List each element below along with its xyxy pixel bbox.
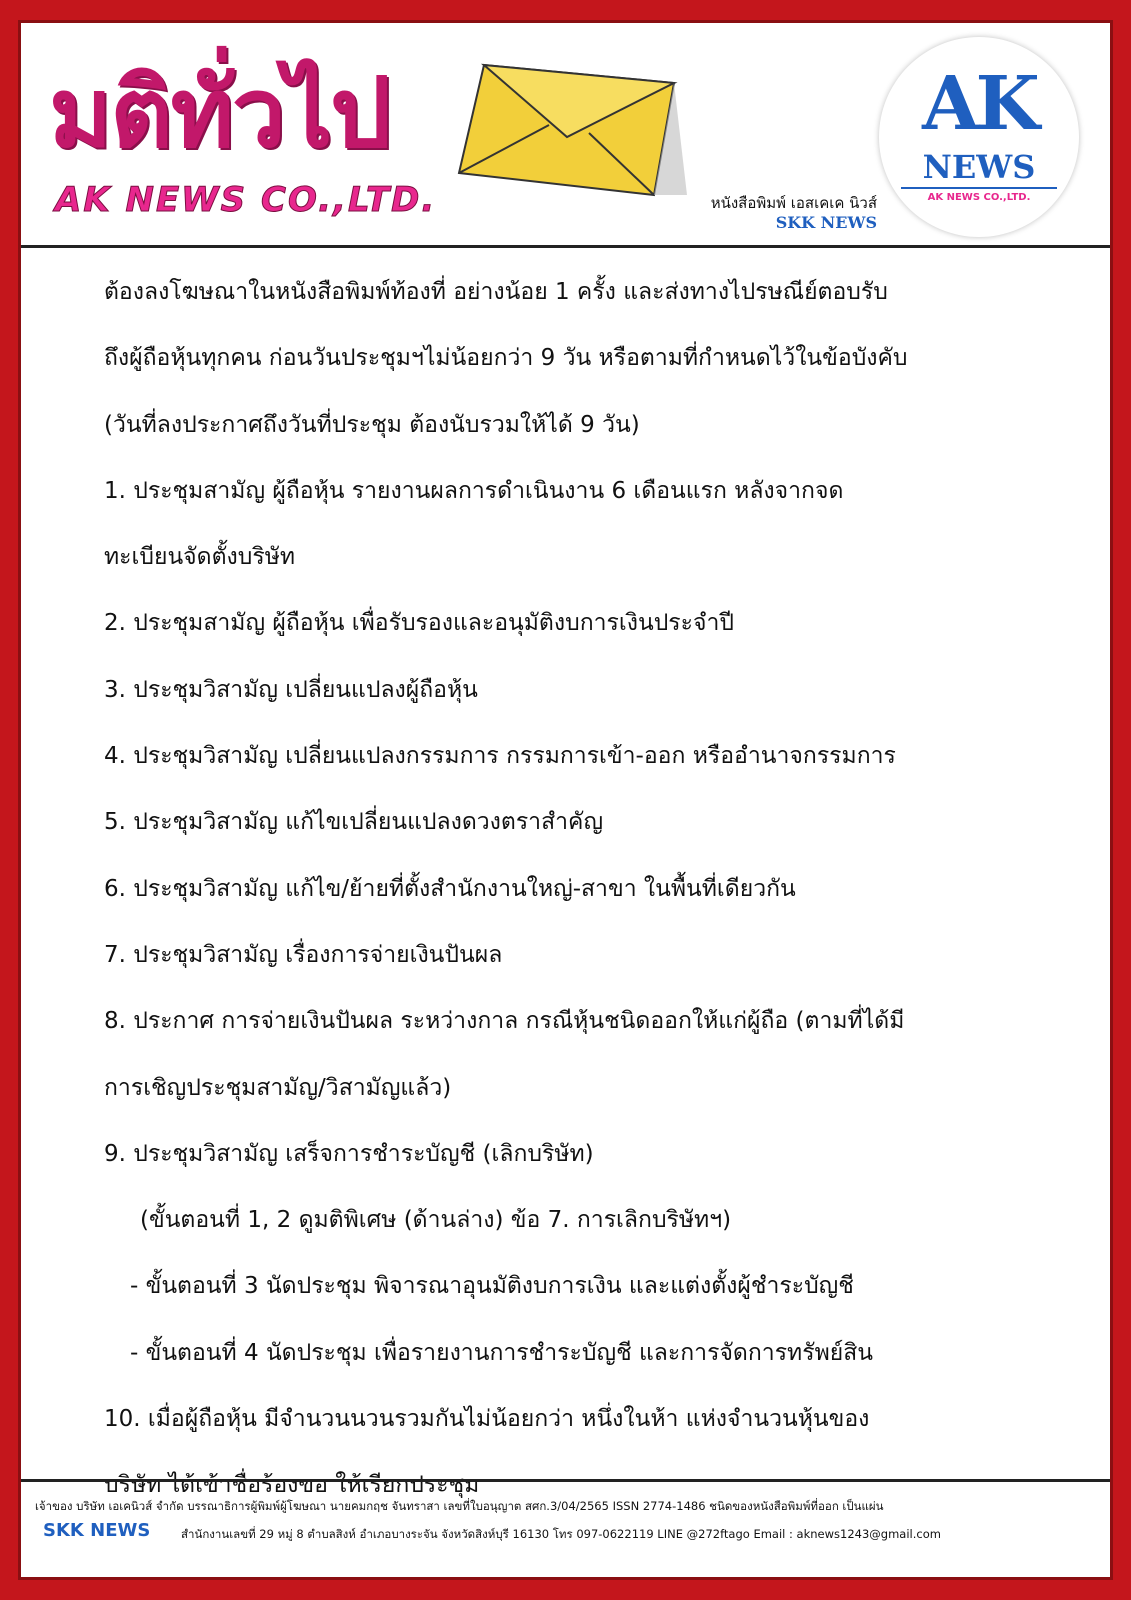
footer xyxy=(21,1479,1110,1580)
list-item: 7. ประชุมวิสามัญ เรื่องการจ่ายเงินปันผล xyxy=(104,941,503,968)
brand-title: มติทั่วไป xyxy=(49,57,390,169)
footer-brand: SKK NEWS xyxy=(43,1520,151,1541)
ak-news-logo xyxy=(879,37,1079,237)
newspaper-name: หนังสือพิมพ์ เอสเคเค นิวส์ xyxy=(710,194,877,212)
logo-ak-text: AK xyxy=(922,61,1036,147)
footer-contact-info: สำนักงานเลขที่ 29 หมู่ 8 ตำบลสิงห์ อำเภอบางระจัน จังหวัดสิงห์บุรี 16130 โทร 097-0622119 LINE @272ftago Email : aknews1243@gmail.com xyxy=(181,1527,941,1541)
sub-item: - ขั้นตอนที่ 4 นัดประชุม เพื่อรายงานการชำระบัญชี และการจัดการทรัพย์สิน xyxy=(130,1339,873,1366)
list-item: 9. ประชุมวิสามัญ เสร็จการชำระบัญชี (เลิกบริษัท) xyxy=(104,1140,594,1167)
logo-subtext: AK NEWS CO.,LTD. xyxy=(927,192,1031,203)
text-line: ต้องลงโฆษณาในหนังสือพิมพ์ท้องที่ อย่างน้อย 1 ครั้ง และส่งทางไปรษณีย์ตอบรับ xyxy=(104,279,888,305)
newspaper-latin-name: SKK NEWS xyxy=(775,213,877,232)
header xyxy=(21,23,1110,248)
sub-item: - ขั้นตอนที่ 3 นัดประชุม พิจารณาอุนมัติงบการเงิน และแต่งตั้งผู้ชำระบัญชี xyxy=(130,1273,854,1300)
logo-news-text: NEWS xyxy=(922,148,1036,186)
list-item: 4. ประชุมวิสามัญ เปลี่ยนแปลงกรรมการ กรรมการเข้า-ออก หรืออำนาจกรรมการ xyxy=(104,743,896,770)
list-item: 5. ประชุมวิสามัญ แก้ไขเปลี่ยนแปลงดวงตราสำคัญ xyxy=(104,809,604,836)
text-line: (วันที่ลงประกาศถึงวันที่ประชุม ต้องนับรวมให้ได้ 9 วัน) xyxy=(104,411,640,438)
text-line: บริษัท ได้เข้าชื่อร้องขอ ให้เรียกประชุม xyxy=(104,1472,480,1499)
footer-publisher-info: เจ้าของ บริษัท เอเคนิวส์ จำกัด บรรณาธิการผู้พิมพ์ผู้โฆษณา นายคมกฤช จันทราสา เลขที่ใบอนุญาต สศก.3/04/2565 ISSN 2774-1486 ชนิดของหนังสือพิมพ์ที่ออก เป็นแผ่น xyxy=(35,1499,884,1513)
list-item: 6. ประชุมวิสามัญ แก้ไข/ย้ายที่ตั้งสำนักงานใหญ่-สาขา ในพื้นที่เดียวกัน xyxy=(104,875,796,902)
list-item: 3. ประชุมวิสามัญ เปลี่ยนแปลงผู้ถือหุ้น xyxy=(104,676,478,703)
sub-item: (ขั้นตอนที่ 1, 2 ดูมติพิเศษ (ด้านล่าง) ข้อ 7. การเลิกบริษัทฯ) xyxy=(140,1207,732,1234)
list-item: 10. เมื่อผู้ถือหุ้น มีจำนวนนวนรวมกันไม่น้อยกว่า หนึ่งในห้า แห่งจำนวนหุ้นของ xyxy=(104,1406,870,1433)
text-line: ทะเบียนจัดตั้งบริษัท xyxy=(104,544,296,571)
list-item: 8. ประกาศ การจ่ายเงินปันผล ระหว่างกาล กรณีหุ้นชนิดออกให้แก่ผู้ถือ (ตามที่ได้มี xyxy=(104,1008,905,1035)
text-line: ถึงผู้ถือหุ้นทุกคน ก่อนวันประชุมฯไม่น้อยกว่า 9 วัน หรือตามที่กำหนดไว้ในข้อบังคับ xyxy=(104,345,908,372)
document-page xyxy=(18,20,1113,1580)
logo-divider xyxy=(901,187,1057,189)
list-item: 2. ประชุมสามัญ ผู้ถือหุ้น เพื่อรับรองและอนุมัติงบการเงินประจำปี xyxy=(104,610,734,637)
brand-subtitle: AK NEWS CO.,LTD. xyxy=(55,180,437,220)
body-text xyxy=(104,259,1024,1519)
text-line: การเชิญประชุมสามัญ/วิสามัญแล้ว) xyxy=(104,1074,452,1101)
list-item: 1. ประชุมสามัญ ผู้ถือหุ้น รายงานผลการดำเนินงาน 6 เดือนแรก หลังจากจด xyxy=(104,477,844,504)
envelope-icon xyxy=(439,45,689,205)
